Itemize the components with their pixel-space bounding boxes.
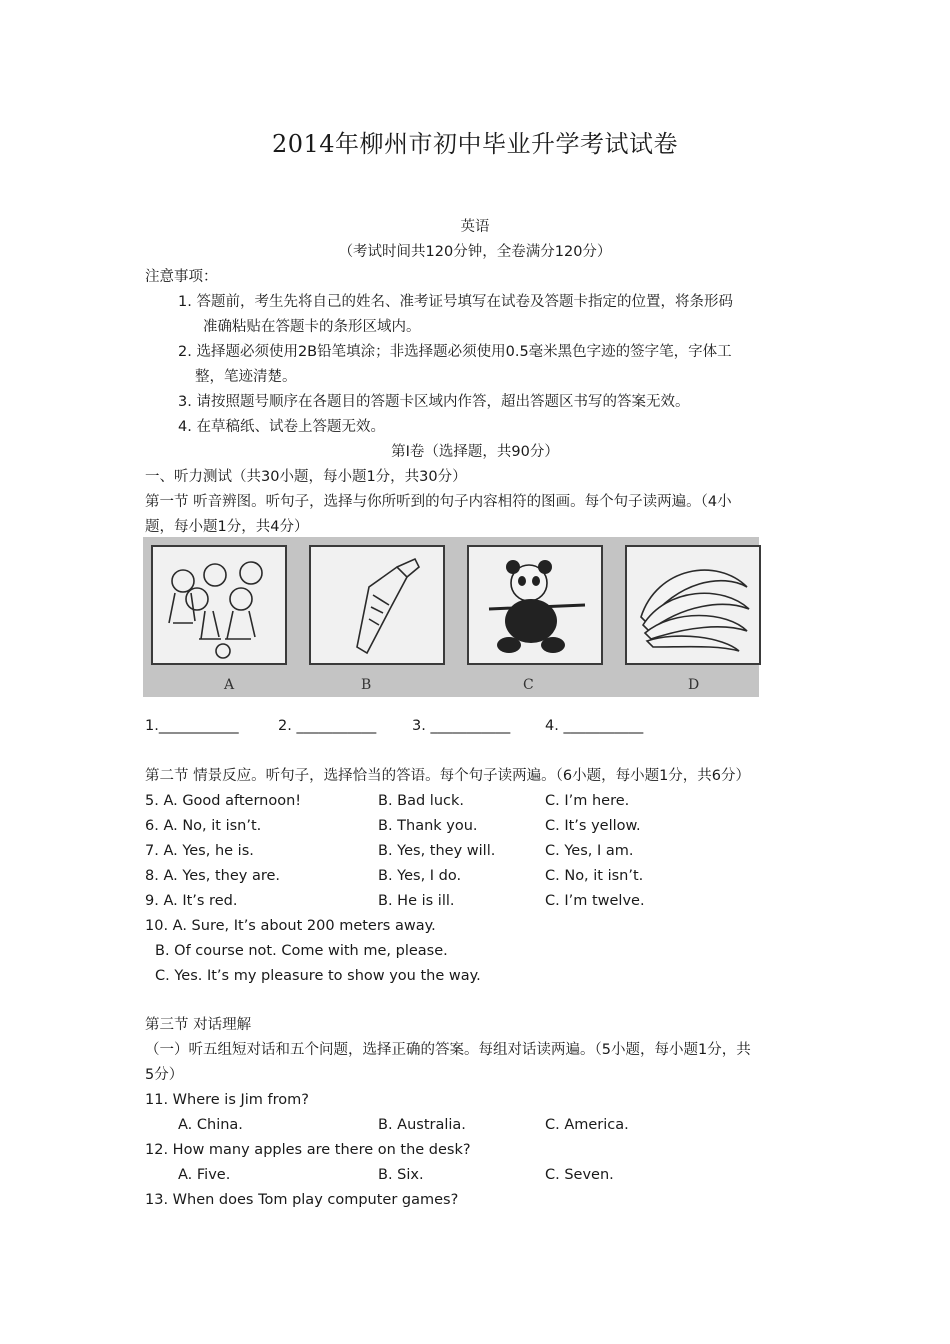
q7-option-a: 7. A. Yes, he is. xyxy=(145,843,254,859)
note-2: 2. 选择题必须使用2B铅笔填涂；非选择题必须使用0.5毫米黑色字迹的签字笔，字体工 xyxy=(178,344,732,360)
answer-blank-1[interactable]: 1.___________ xyxy=(145,718,239,734)
q6-option-b: B. Thank you. xyxy=(378,818,478,834)
q12-option-b: B. Six. xyxy=(378,1167,424,1183)
sub1-instructions-cont: 题，每小题1分，共4分） xyxy=(145,519,309,535)
sub3-title: 第三节 对话理解 xyxy=(145,1017,252,1033)
answer-blank-4[interactable]: 4. ___________ xyxy=(545,718,644,734)
q12-question: 12. How many apples are there on the desk? xyxy=(145,1142,471,1158)
q9-option-b: B. He is ill. xyxy=(378,893,455,909)
note-1: 1. 答题前，考生先将自己的姓名、准考证号填写在试卷及答题卡指定的位置，将条形码 xyxy=(178,294,733,310)
picture-a-kids-soccer xyxy=(151,545,287,665)
q7-option-c: C. Yes, I am. xyxy=(545,843,634,859)
answer-blank-3[interactable]: 3. ___________ xyxy=(412,718,511,734)
q8-option-a: 8. A. Yes, they are. xyxy=(145,868,280,884)
q11-option-c: C. America. xyxy=(545,1117,629,1133)
picture-label-d: D xyxy=(688,677,700,693)
q13-question: 13. When does Tom play computer games? xyxy=(145,1192,459,1208)
listening-pictures xyxy=(143,537,759,697)
picture-label-a: A xyxy=(224,677,235,693)
q11-option-a: A. China. xyxy=(178,1117,243,1133)
note-3: 3. 请按照题号顺序在各题目的答题卡区域内作答，超出答题区书写的答案无效。 xyxy=(178,394,690,410)
q10-option-b: B. Of course not. Come with me, please. xyxy=(155,943,448,959)
q11-option-b: B. Australia. xyxy=(378,1117,466,1133)
notes-heading: 注意事项： xyxy=(145,269,218,285)
note-4: 4. 在草稿纸、试卷上答题无效。 xyxy=(178,419,385,435)
sub3-instructions: （一）听五组短对话和五个问题，选择正确的答案。每组对话读两遍。（5小题，每小题1分，共 xyxy=(145,1042,751,1058)
exam-title: 2014年柳州市初中毕业升学考试试卷 xyxy=(271,130,679,158)
picture-d-bananas xyxy=(625,545,761,665)
sub1-instructions: 第一节 听音辨图。听句子，选择与你所听到的句子内容相符的图画。每个句子读两遍。（4小 xyxy=(145,494,732,510)
note-1-cont: 准确粘贴在答题卡的条形区域内。 xyxy=(203,319,421,335)
q8-option-b: B. Yes, I do. xyxy=(378,868,462,884)
note-2-cont: 整，笔迹清楚。 xyxy=(195,369,297,385)
q8-option-c: C. No, it isn’t. xyxy=(545,868,644,884)
q5-option-b: B. Bad luck. xyxy=(378,793,465,809)
q9-option-a: 9. A. It’s red. xyxy=(145,893,238,909)
q12-option-a: A. Five. xyxy=(178,1167,231,1183)
sub2-title: 第二节 情景反应。听句子，选择恰当的答语。每个句子读两遍。（6小题，每小题1分，共6分） xyxy=(145,768,751,784)
part1-title: 第Ⅰ卷（选择题，共90分） xyxy=(391,444,559,460)
q7-option-b: B. Yes, they will. xyxy=(378,843,496,859)
q10-option-c: C. Yes. It’s my pleasure to show you the way. xyxy=(155,968,481,984)
subject-heading: 英语 xyxy=(460,219,490,235)
q9-option-c: C. I’m twelve. xyxy=(545,893,645,909)
q11-question: 11. Where is Jim from? xyxy=(145,1092,309,1108)
picture-b-pen xyxy=(309,545,445,665)
picture-label-b: B xyxy=(361,677,372,693)
q12-option-c: C. Seven. xyxy=(545,1167,614,1183)
picture-label-c: C xyxy=(523,677,534,693)
sub3-instructions-cont: 5分） xyxy=(145,1067,184,1083)
q5-option-a: 5. A. Good afternoon! xyxy=(145,793,302,809)
q6-option-a: 6. A. No, it isn’t. xyxy=(145,818,262,834)
picture-c-panda xyxy=(467,545,603,665)
section1-title: 一、听力测试（共30小题，每小题1分，共30分） xyxy=(145,469,467,485)
q10-option-a: 10. A. Sure, It’s about 200 meters away. xyxy=(145,918,436,934)
q6-option-c: C. It’s yellow. xyxy=(545,818,641,834)
answer-blank-2[interactable]: 2. ___________ xyxy=(278,718,377,734)
exam-info: （考试时间共120分钟，全卷满分120分） xyxy=(338,244,612,260)
q5-option-c: C. I’m here. xyxy=(545,793,630,809)
